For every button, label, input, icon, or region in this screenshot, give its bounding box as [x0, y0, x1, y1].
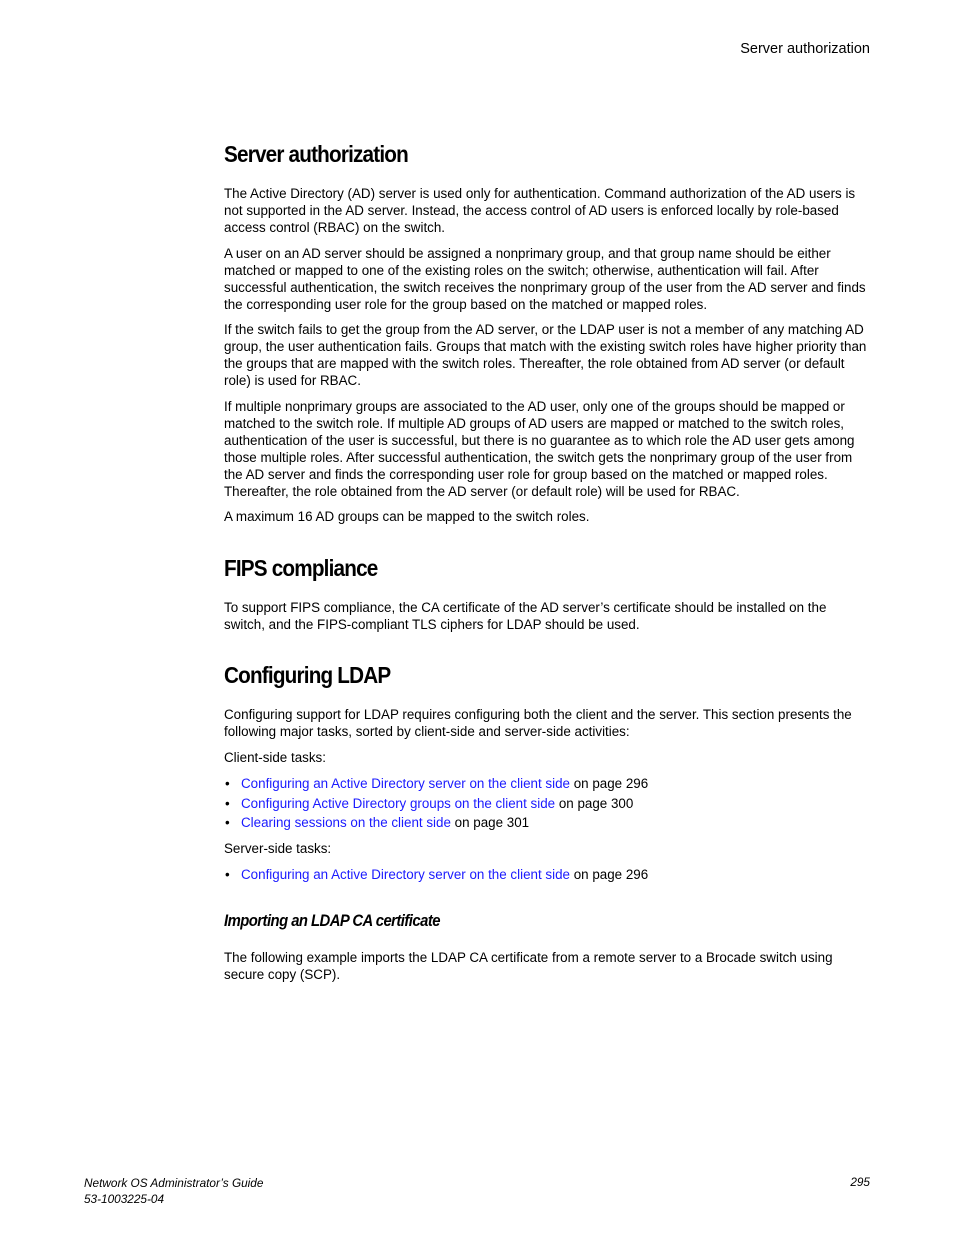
paragraph: If multiple nonprimary groups are associated to the AD user, only one of the groups should be mapped or matched to the switch role. If multiple AD groups of AD users are mapped or matched to the switch roles, authentication of the user is successful, but there is no guarantee as to which role the AD user gets among those multiple roles. After successful authentication, the switch gets the nonprimary group of the user from the AD server and finds the corresponding user role for group based on the matched or mapped roles. Thereafter, the role obtained from the AD server (or default role) will be used for RBAC.: [224, 399, 855, 499]
bullet: •: [225, 776, 230, 791]
bullet: •: [225, 815, 230, 831]
heading-server-authorization: Server authorization: [224, 141, 408, 167]
page-reference: on page 296: [569, 867, 649, 882]
link-configure-ad-server[interactable]: Configuring an Active Directory server on the client side: [241, 867, 570, 882]
footer-page-number: 295: [850, 1175, 870, 1189]
list-item: [224, 775, 648, 792]
page-reference: on page 296: [569, 776, 649, 791]
paragraph: Configuring support for LDAP requires configuring both the client and the server. This section presents the following major tasks, sorted by client-side and server-side activities:: [224, 707, 852, 739]
footer-document-info: [84, 1175, 263, 1207]
paragraph: The Active Directory (AD) server is used only for authentication. Command authorization of the AD users is not supported in the AD server. Instead, the access control of AD users is enforced locally by role-based access control (RBAC) on the switch.: [224, 186, 856, 235]
heading-configuring-ldap: Configuring LDAP: [224, 662, 391, 688]
footer-doc-title: Network OS Administrator’s Guide: [84, 1176, 264, 1190]
paragraph: If the switch fails to get the group from the AD server, or the LDAP user is not a member of any matching AD group, the user authentication fails. Groups that match with the existing switch roles have higher priority than the groups that are mapped with the switch roles. Thereafter, the role obtained from AD server (or default role) is used for RBAC.: [224, 322, 867, 388]
link-configure-ad-groups[interactable]: Configuring Active Directory groups on the client side: [241, 795, 556, 811]
paragraph: A maximum 16 AD groups can be mapped to the switch roles.: [224, 509, 590, 524]
client-tasks-label: Client-side tasks:: [224, 750, 326, 765]
page-reference: on page 300: [555, 795, 634, 811]
page-reference: on page 301: [450, 815, 530, 831]
list-item: [224, 795, 648, 812]
client-tasks-list: [224, 775, 648, 834]
bullet: •: [225, 867, 230, 882]
paragraph: A user on an AD server should be assigned a nonprimary group, and that group name should be either matched or mapped to one of the existing roles on the switch; otherwise, authentication will fail. After successful authentication, the switch receives the nonprimary group of the user from the AD server and finds the corresponding user role for the group based on the matched or mapped roles.: [224, 246, 866, 312]
bullet: •: [225, 795, 230, 811]
server-tasks-label: Server-side tasks:: [224, 841, 332, 856]
running-header: Server authorization: [740, 41, 870, 57]
heading-fips-compliance: FIPS compliance: [224, 555, 378, 581]
list-item: [224, 814, 648, 831]
paragraph: The following example imports the LDAP CA certificate from a remote server to a Brocade switch using secure copy (SCP).: [224, 950, 833, 982]
link-configure-ad-server[interactable]: Configuring an Active Directory server on the client side: [241, 776, 570, 791]
paragraph: To support FIPS compliance, the CA certificate of the AD server’s certificate should be installed on the switch, and the FIPS-compliant TLS ciphers for LDAP should be used.: [224, 600, 827, 632]
subheading-importing-ldap-ca-certificate: Importing an LDAP CA certificate: [224, 912, 440, 930]
server-tasks-list: [224, 866, 648, 886]
list-item: [224, 866, 648, 883]
link-clearing-sessions[interactable]: Clearing sessions on the client side: [241, 815, 451, 831]
footer-doc-number: 53-1003225-04: [84, 1192, 165, 1206]
